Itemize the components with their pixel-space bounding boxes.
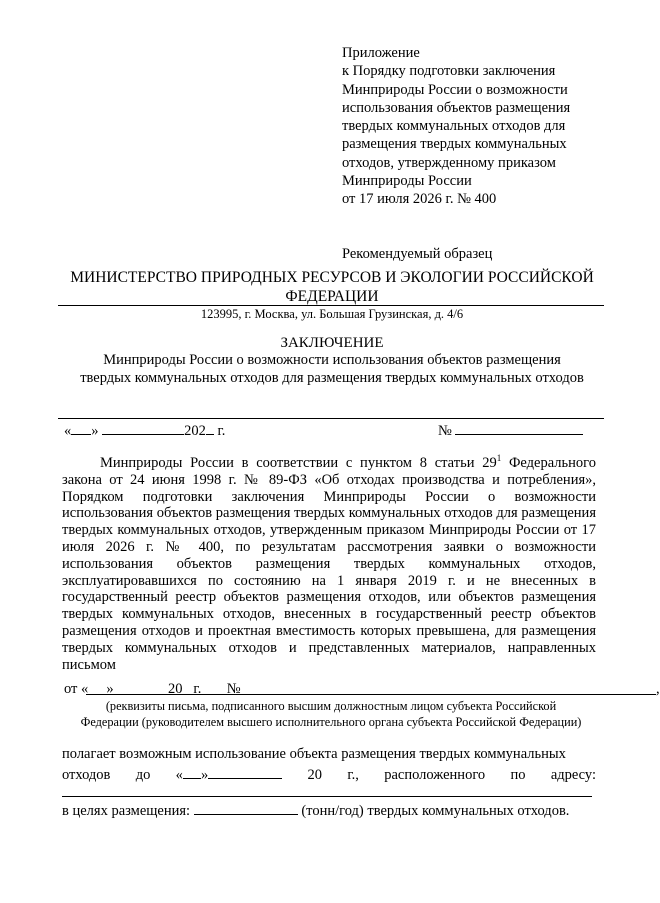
capacity-blank[interactable] <box>194 800 298 815</box>
recommended-sample-label: Рекомендуемый образец <box>342 245 493 262</box>
month-blank[interactable] <box>102 420 184 435</box>
appendix-line: Приложение <box>342 45 420 61</box>
year-blank[interactable] <box>206 420 214 435</box>
appendix-line: использования объектов размещения <box>342 99 571 116</box>
conclusion-paragraph <box>62 746 596 784</box>
appendix-line: размещения твердых коммунальных <box>342 136 567 153</box>
ministry-name-line2: ФЕДЕРАЦИИ <box>285 288 379 305</box>
date-field: « » 202 г. <box>64 420 225 440</box>
main-paragraph: Минприроды России в соответствии с пунктом 8 статьи $29^1$ Федерального закона от 24 июня 1998 г. № 89-ФЗ «Об отходах производства и потребления», Порядком подготовки заключения Минприроды России о возможности использования объектов размещения твердых коммунальных отходов для размещения твердых коммунальных отходов, утвержденным приказом Минприроды России от 17 июля 2026 г. № 400, по результатам рассмотрения заявки о возможности использования объектов размещения твердых коммунальных отходов, эксплуатировавшихся по состоянию на 1 января 2019 г. и не внесенных в государственный реестр объектов размещения отходов, или объектов размещения твердых коммунальных отходов, внесенных в государственный реестр объектов размещения отходов и проектная вместимость которых превышена, для размещения твердых коммунальных отходов и представленных материалов, направленных письмом <box>62 453 596 673</box>
letter-reference-comma: , <box>656 681 660 697</box>
number-field: № <box>438 420 583 440</box>
conclusion-line2: отходов до « » 20 г., расположенного по адресу: <box>62 764 596 785</box>
subtitle-line1: Минприроды России о возможности использования объектов размещения <box>103 352 561 368</box>
letter-reference-underline <box>86 694 656 695</box>
purpose-line: в целях размещения: (тонн/год) твердых коммунальных отходов. <box>62 800 596 820</box>
address-blank[interactable] <box>62 796 592 797</box>
number-blank[interactable] <box>455 420 583 435</box>
appendix-line: отходов, утвержденному приказом <box>342 154 556 171</box>
ministry-header <box>60 268 604 306</box>
appendix-line: Минприроды России <box>342 173 472 190</box>
letter-reference-line[interactable] <box>64 680 660 700</box>
appendix-line: твердых коммунальных отходов для <box>342 118 566 135</box>
caption-line1: (реквизиты письма, подписанного высшим должностным лицом субъекта Российской <box>105 699 557 713</box>
until-month-blank[interactable] <box>208 764 282 779</box>
letter-caption <box>64 699 598 730</box>
appendix-block <box>342 44 622 263</box>
date-number-line <box>64 420 594 440</box>
letter-reference-text: от « » 20 г. № <box>64 681 241 697</box>
appendix-line: Минприроды России о возможности <box>342 81 568 98</box>
document-title: ЗАКЛЮЧЕНИЕ <box>280 335 384 351</box>
conclusion-line1: полагает возможным использование объекта размещения твердых коммунальных <box>62 746 566 762</box>
ministry-name-line1: МИНИСТЕРСТВО ПРИРОДНЫХ РЕСУРСОВ И ЭКОЛОГИИ РОССИЙСКОЙ <box>70 269 594 286</box>
appendix-line: от 17 июля 2026 г. № 400 <box>342 191 497 208</box>
subtitle-line2: твердых коммунальных отходов для размещения твердых коммунальных отходов <box>80 370 584 386</box>
document-subtitle <box>60 351 604 387</box>
appendix-line: к Порядку подготовки заключения <box>342 63 556 80</box>
caption-line2: Федерации (руководителем высшего исполнительного органа субъекта Российской Федерации) <box>80 714 582 729</box>
until-day-blank[interactable] <box>183 764 201 779</box>
ministry-address: 123995, г. Москва, ул. Большая Грузинская, д. 4/6 <box>200 307 464 321</box>
day-blank[interactable] <box>71 420 91 435</box>
title-divider <box>58 418 604 419</box>
